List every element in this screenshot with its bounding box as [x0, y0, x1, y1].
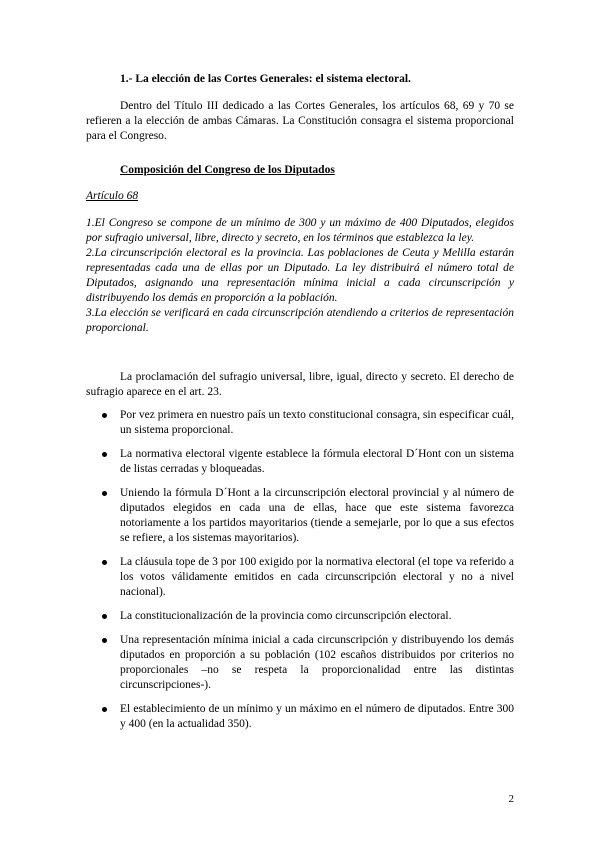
list-item-text: Por vez primera en nuestro país un texto constitucional consagra, sin especificar cuál, un sistema proporcional.	[120, 409, 514, 436]
subsection-heading: Composición del Congreso de los Diputados	[120, 164, 335, 176]
bullet-icon	[102, 491, 107, 496]
article-paragraph: 1.El Congreso se compone de un mínimo de 300 y un máximo de 400 Diputados, elegidos por sufragio universal, libre, directo y secreto, en los términos que establezca la ley.	[86, 217, 514, 244]
article-paragraph: 3.La elección se verificará en cada circunscripción atendiendo a criterios de representación proporcional.	[86, 307, 514, 334]
list-item	[86, 447, 514, 477]
list-item-text: La cláusula tope de 3 por 100 exigido por la normativa electoral (el tope va referido a los votos válidamente emitidos en cada circunscripción electoral y no a nivel nacional).	[120, 556, 514, 598]
list-item	[86, 408, 514, 438]
list-item-text: El establecimiento de un mínimo y un máximo en el número de diputados. Entre 300 y 400 (en la actualidad 350).	[120, 703, 514, 730]
document-page	[86, 0, 514, 848]
bullet-icon	[102, 560, 107, 565]
list-item	[86, 486, 514, 546]
intro-paragraph: Dentro del Título III dedicado a las Cortes Generales, los artículos 68, 69 y 70 se refieren a la elección de ambas Cámaras. La Constitución consagra el sistema proporcional para el Congreso.	[86, 100, 514, 142]
proclamation-paragraph: La proclamación del sufragio universal, libre, igual, directo y secreto. El derecho de sufragio aparece en el art. 23.	[86, 371, 514, 398]
article-body	[86, 216, 514, 336]
list-item-text: La normativa electoral vigente establece la fórmula electoral D´Hont con un sistema de listas cerradas y bloqueadas.	[120, 448, 514, 475]
list-item	[86, 555, 514, 600]
list-item-text: Una representación mínima inicial a cada circunscripción y distribuyendo los demás diputados en proporción a su población (102 escaños distribuidos por criterios no proporcionales –no se respeta la proporcionalidad entre las distintas circunscripciones-).	[120, 634, 514, 691]
list-item	[86, 702, 514, 732]
list-item-text: Uniendo la fórmula D´Hont a la circunscripción electoral provincial y al número de diputados elegidos en cada una de ellas, hace que este sistema favorezca notoriamente a los partidos mayoritarios (tiende a semejarle, por lo que a sus efectos se refiere, a los sistemas mayoritarios).	[120, 487, 514, 544]
bullet-icon	[102, 413, 107, 418]
bullet-icon	[102, 638, 107, 643]
section-heading: 1.- La elección de las Cortes Generales: el sistema electoral.	[120, 73, 411, 85]
bullet-icon	[102, 707, 107, 712]
bullet-list	[86, 408, 514, 741]
list-item	[86, 609, 514, 624]
bullet-icon	[102, 614, 107, 619]
article-paragraph: 2.La circunscripción electoral es la provincia. Las poblaciones de Ceuta y Melilla estarán representadas cada una de ellas por un Diputado. La ley distribuirá el número total de Diputados, asignando una representación mínima inicial a cada circunscripción y distribuyendo los demás en proporción a la población.	[86, 247, 514, 304]
article-title: Artículo 68	[86, 190, 139, 202]
list-item-text: La constitucionalización de la provincia como circunscripción electoral.	[120, 610, 452, 622]
page-number: 2	[508, 793, 514, 805]
list-item	[86, 633, 514, 693]
bullet-icon	[102, 452, 107, 457]
